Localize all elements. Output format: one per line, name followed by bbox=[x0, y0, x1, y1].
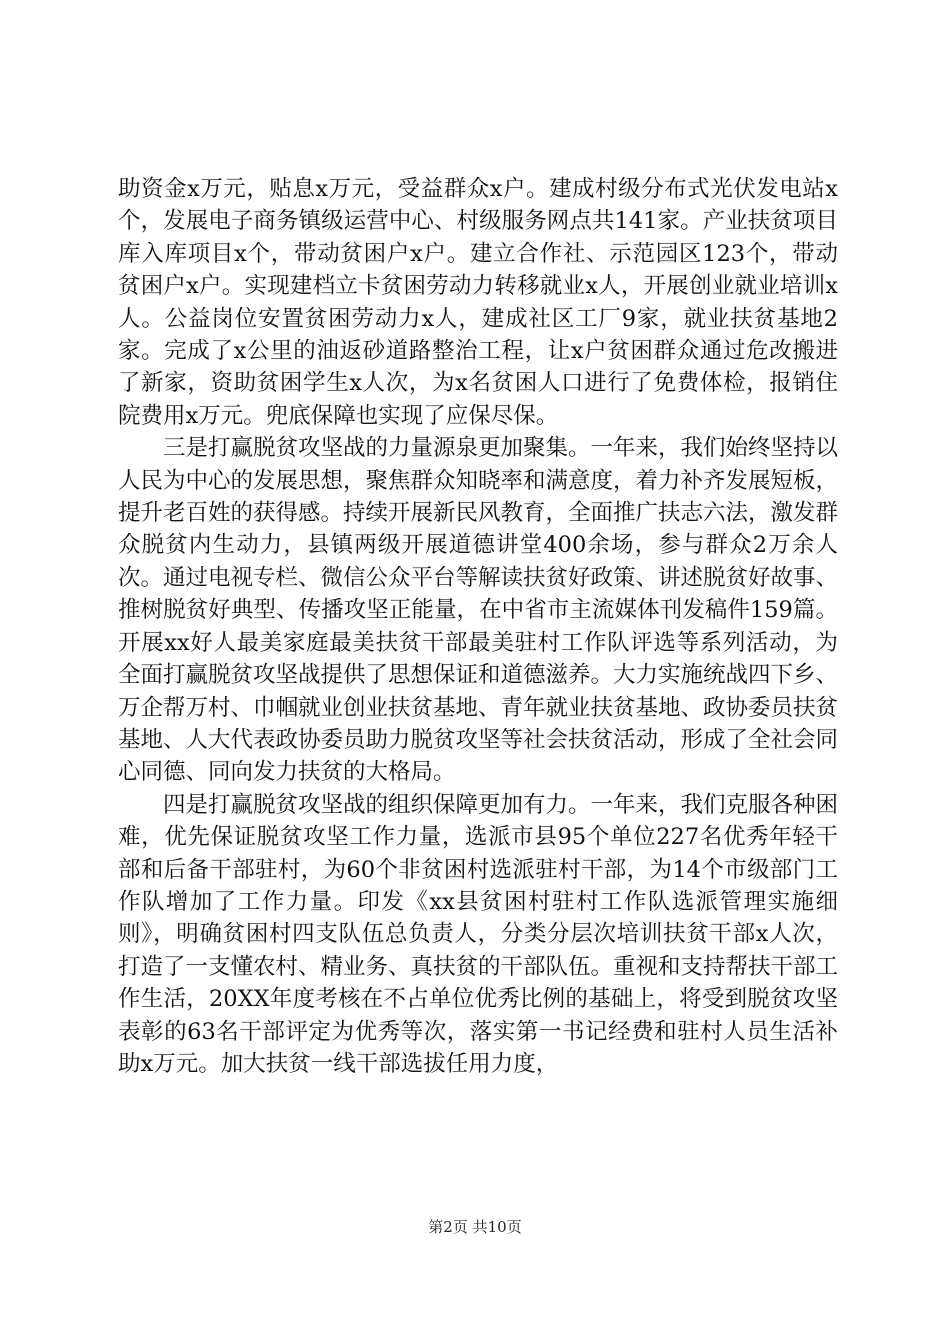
paragraph-continuation: 助资金x万元，贴息x万元，受益群众x户。建成村级分布式光伏发电站x个，发展电子商务镇级运营中心、村级服务网点共141家。产业扶贫项目库入库项目x个，带动贫困户x户。建立合作社、示范园区123个，带动贫困户x户。实现建档立卡贫困劳动力转移就业x人，开展创业就业培训x人。公益岗位安置贫困劳动力x人，建成社区工厂9家，就业扶贫基地2家。完成了x公里的油返砂道路整治工程，让x户贫困群众通过危改搬进了新家，资助贫困学生x人次，为x名贫困人口进行了免费体检，报销住院费用x万元。兜底保障也实现了应保尽保。 bbox=[118, 176, 838, 429]
paragraph-strength-source: 三是打赢脱贫攻坚战的力量源泉更加聚集。一年来，我们始终坚持以人民为中心的发展思想，聚焦群众知晓率和满意度，着力补齐发展短板，提升老百姓的获得感。持续开展新民风教育，全面推广扶志六法，激发群众脱贫内生动力，县镇两级开展道德讲堂400余场，参与群众2万余人次。通过电视专栏、微信公众平台等解读扶贫好政策、讲述脱贫好故事、推树脱贫好典型、传播攻坚正能量，在中省市主流媒体刊发稿件159篇。开展xx好人最美家庭最美扶贫干部最美驻村工作队评选等系列活动，为全面打赢脱贫攻坚战提供了思想保证和道德滋养。大力实施统战四下乡、万企帮万村、巾帼就业创业扶贫基地、青年就业扶贫基地、政协委员扶贫基地、人大代表政协委员助力脱贫攻坚等社会扶贫活动，形成了全社会同心同德、同向发力扶贫的大格局。 bbox=[118, 435, 839, 786]
paragraph-organizational-guarantee: 四是打赢脱贫攻坚战的组织保障更加有力。一年来，我们克服各种困难，优先保证脱贫攻坚工作力量，选派市县95个单位227名优秀年轻干部和后备干部驻村，为60个非贫困村选派驻村干部，为14个市级部门工作队增加了工作力量。印发《xx县贫困村驻村工作队选派管理实施细则》，明确贫困村四支队伍总负责人，分类分层次培训扶贫干部x人次，打造了一支懂农村、精业务、真扶贫的干部队伍。重视和支持帮扶干部工作生活，20XX年度考核在不占单位优秀比例的基础上，将受到脱贫攻坚表彰的63名干部评定为优秀等次，落实第一书记经费和驻村人员生活补助x万元。加大扶贫一线干部选拔任用力度， bbox=[118, 791, 839, 1077]
page-number-footer: 第2页 共10页 bbox=[428, 1218, 522, 1236]
document-body bbox=[118, 173, 838, 1080]
